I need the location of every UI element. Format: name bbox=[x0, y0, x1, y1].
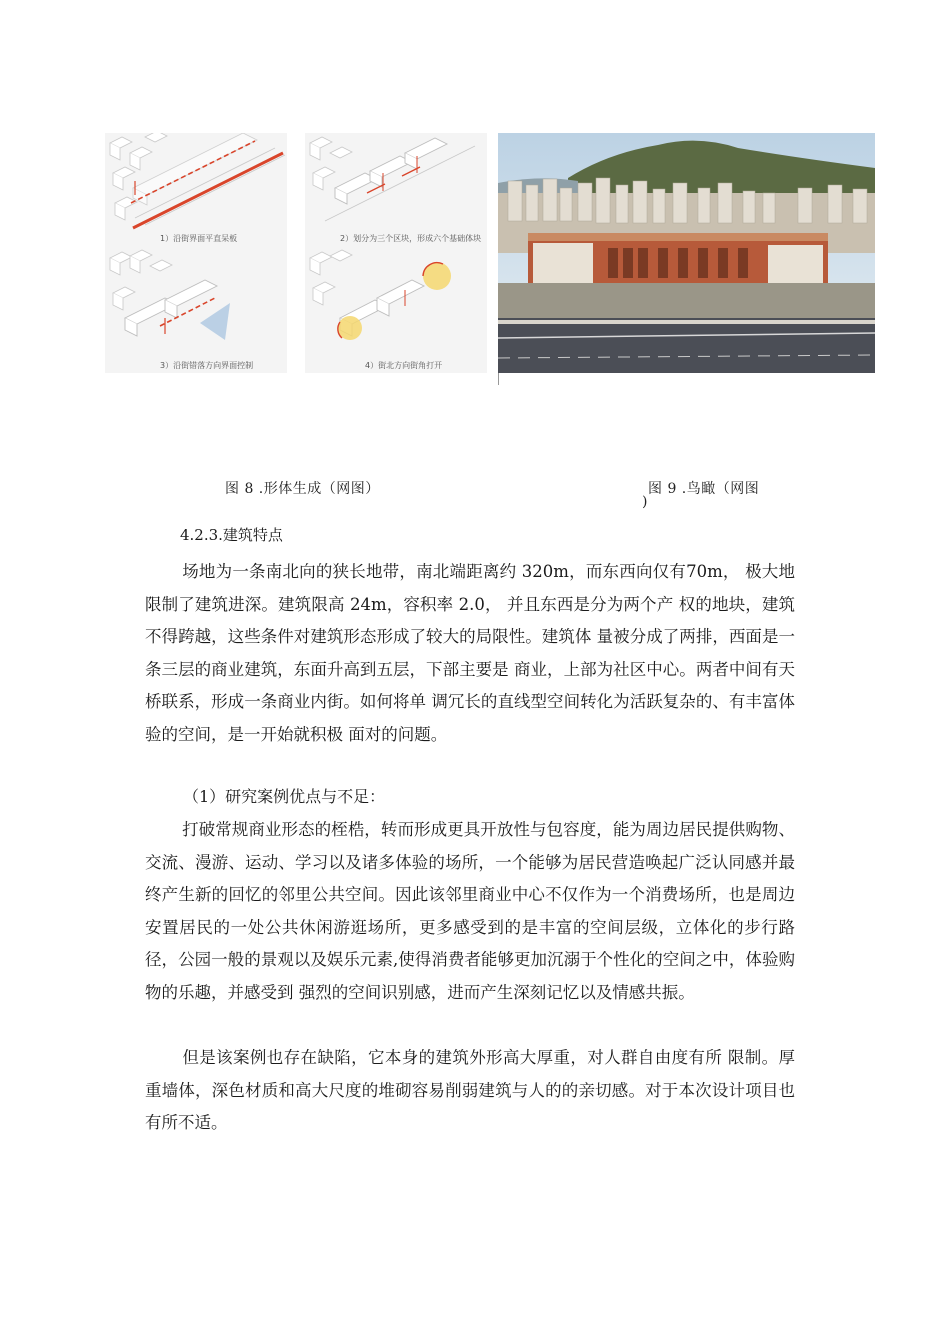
figure-9-caption-line2: ) bbox=[642, 494, 648, 510]
paragraph-3-text: 但是该案例也存在缺陷，它本身的建筑外形高大厚重，对人群自由度有所 限制。厚重墙体，深色材质和高大尺度的堆砌容易削弱建筑与人的的亲切感。对于本次设计项目也有所不适。 bbox=[145, 1048, 795, 1132]
diagram-panel-3 bbox=[105, 248, 287, 373]
paragraph-2-text: 打破常规商业形态的桎梏，转而形成更具开放性与包容度，能为周边居民提供购物、交流、漫游、运动、学习以及诸多体验的场所，一个能够为居民营造唤起广泛认同感并最终产生新的回忆的邻里公共空间。因此该邻里商业中心不仅作为一个消费场所，也是周边安置居民的一处公共休闲游逛场所，更多感受到的是丰富的空间层级，立体化的步行路径，公园一般的景观以及娱乐元素,使得消费者能够更加沉溺于个性化的空间之中，体验购物的乐趣，并感受到 强烈的空间识别感，进而产生深刻记忆以及情感共振。 bbox=[145, 820, 795, 1002]
massing-diagram-4 bbox=[305, 248, 487, 373]
panel-caption-3: 3）沿街错落方向界面控制 bbox=[160, 361, 254, 370]
figure-9-caption-line1: 图 9 .鸟瞰（网图 bbox=[648, 481, 760, 497]
paragraph-1-text: 场地为一条南北向的狭长地带，南北端距离约 320m，而东西向仅有70m， 极大地限制了建筑进深。建筑限高 24m，容积率 2.0， 并且东西是分为两个产 权的地块，建筑不得跨越，这些条件对建筑形态形成了较大的局限性。建筑体 量被分成了两排，西面是一条三层的商业建筑，东面升高到五层，下部主要是 商业，上部为社区中心。两者中间有天桥联系，形成一条商业内街。如何将单 调冗长的直线型空间转化为活跃复杂的、有丰富体验的空间，是一开始就积极 面对的问题。 bbox=[145, 562, 795, 744]
subheading-pros-cons: （1）研究案例优点与不足： bbox=[183, 787, 386, 806]
figure-8-caption: 图 8 .形体生成（网图） bbox=[225, 481, 380, 497]
panel-caption-1: 1）沿街界面平直呆板 bbox=[160, 234, 238, 243]
diagram-panel-2 bbox=[305, 133, 487, 248]
paragraph-2 bbox=[145, 814, 795, 1009]
panel-caption-4: 4）街北方向街角打开 bbox=[365, 361, 443, 370]
aerial-photo bbox=[498, 133, 875, 373]
photo-edge-line bbox=[498, 373, 499, 385]
massing-diagram-2 bbox=[305, 133, 487, 248]
aerial-photo-illustration bbox=[498, 133, 875, 373]
massing-diagram-3 bbox=[105, 248, 287, 373]
paragraph-1 bbox=[145, 556, 795, 751]
section-heading: 4.2.3.建筑特点 bbox=[180, 526, 283, 544]
panel-caption-2: 2）划分为三个区块，形成六个基础体块 bbox=[340, 234, 482, 243]
diagram-panel-1 bbox=[105, 133, 287, 248]
massing-diagram-1 bbox=[105, 133, 287, 248]
diagram-panel-4 bbox=[305, 248, 487, 373]
paragraph-3 bbox=[145, 1042, 795, 1140]
